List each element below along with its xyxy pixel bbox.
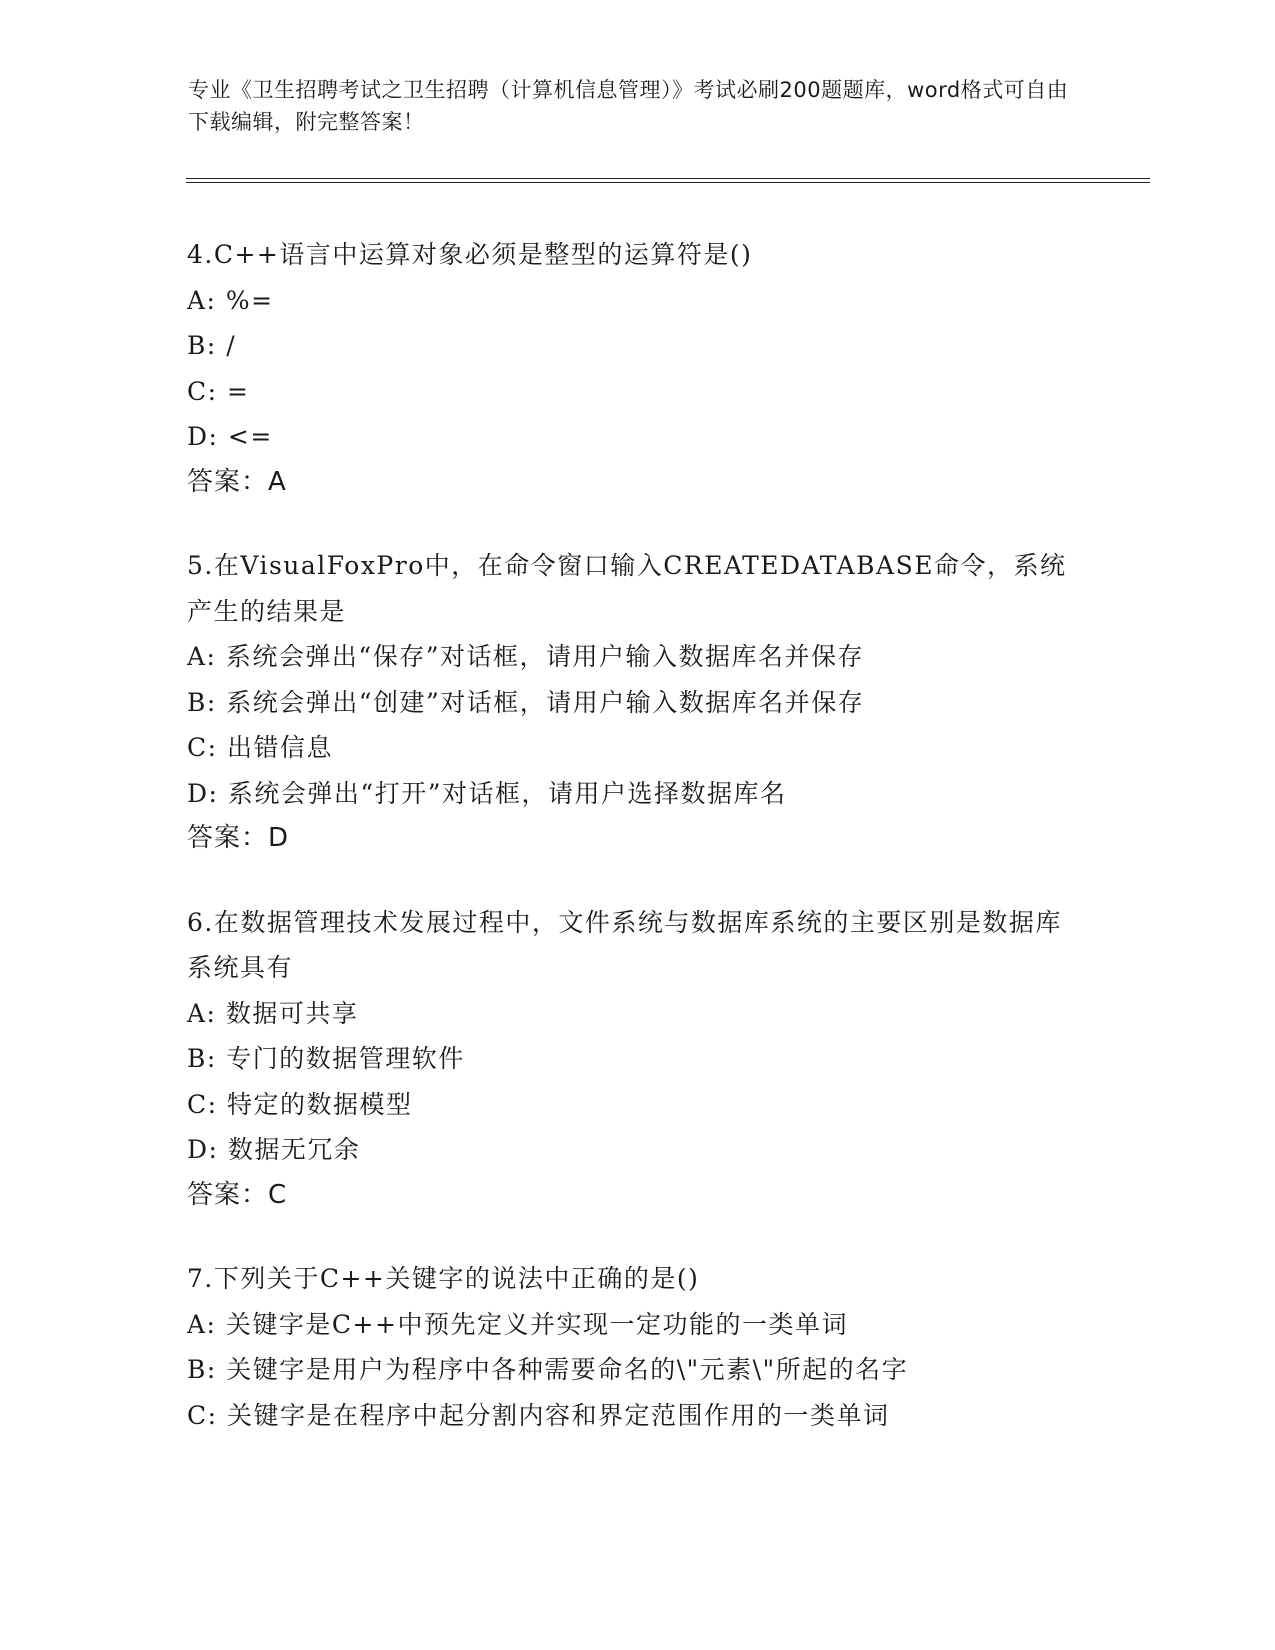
option-b: B: 专门的数据管理软件 [187, 1044, 465, 1073]
option-c: C: 关键字是在程序中起分割内容和界定范围作用的一类单词 [187, 1400, 890, 1430]
question-list [187, 232, 1087, 1476]
question-6 [187, 900, 1087, 1219]
header-divider-bottom [186, 182, 1150, 183]
answer: 答案：A [187, 466, 287, 497]
option-d: D: 系统会弹出“打开”对话框，请用户选择数据库名 [187, 778, 787, 808]
header-divider-top [186, 178, 1150, 179]
option-c: C: = [187, 376, 250, 406]
option-c: C: 出错信息 [187, 733, 333, 762]
question-4 [187, 232, 1087, 505]
question-stem: 6.在数据管理技术发展过程中，文件系统与数据库系统的主要区别是数据库系统具有 [187, 907, 1062, 982]
option-a: A: 关键字是C++中预先定义并实现一定功能的一类单词 [187, 1309, 848, 1339]
option-a: A: 数据可共享 [187, 998, 359, 1028]
document-header: 专业《卫生招聘考试之卫生招聘（计算机信息管理）》考试必刷200题题库，word格式可自由下载编辑，附完整答案！ [188, 78, 1069, 134]
option-b: B: 关键字是用户为程序中各种需要命名的\"元素\"所起的名字 [187, 1355, 909, 1384]
option-b: B: 系统会弹出“创建”对话框，请用户输入数据库名并保存 [187, 687, 865, 717]
question-stem: 7.下列关于C++关键字的说法中正确的是() [187, 1264, 700, 1293]
question-stem: 4.C++语言中运算对象必须是整型的运算符是() [187, 240, 753, 269]
answer: 答案：C [187, 1179, 288, 1210]
option-a: A: %= [187, 285, 274, 315]
question-7 [187, 1256, 1087, 1438]
answer: 答案：D [187, 823, 290, 853]
question-5 [187, 543, 1087, 862]
option-b: B: / [187, 331, 237, 360]
option-a: A: 系统会弹出“保存”对话框，请用户输入数据库名并保存 [187, 642, 864, 671]
option-d: D: 数据无冗余 [187, 1135, 361, 1164]
question-stem: 5.在VisualFoxPro中，在命令窗口输入CREATEDATABASE命令，系统产生的结果是 [187, 551, 1067, 626]
option-d: D: <= [187, 422, 273, 451]
option-c: C: 特定的数据模型 [187, 1089, 413, 1119]
